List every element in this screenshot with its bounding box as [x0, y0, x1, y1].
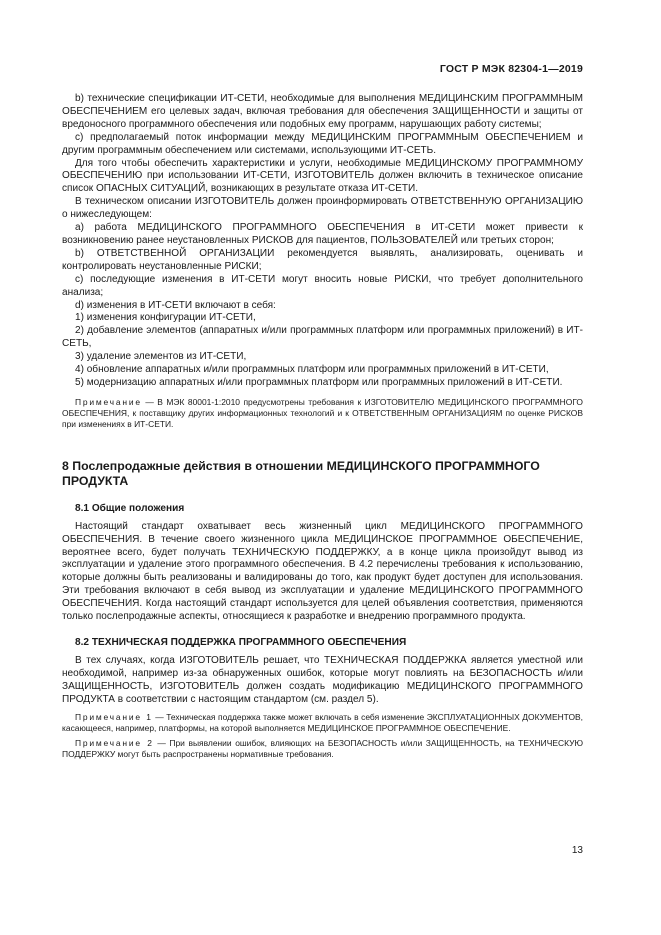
- list-item-c: c) последующие изменения в ИТ-СЕТИ могут вносить новые РИСКИ, что требует дополнительного анализа;: [62, 273, 583, 298]
- note-2-label: Примечание 2: [75, 738, 154, 749]
- note-iec-80001: [62, 397, 583, 430]
- document-id-header: ГОСТ Р МЭК 82304-1—2019: [439, 63, 583, 75]
- note-1-text: — Техническая поддержка также может включать в себя изменение ЭКСПЛУАТАЦИОННЫХ ДОКУМЕНТОВ, касающееся, например, платформы, на которой выполняется МЕДИЦИНСКОЕ ПРОГРАММНОЕ ОБЕСПЕЧЕНИЕ.: [62, 711, 583, 733]
- list-item-a: a) работа МЕДИЦИНСКОГО ПРОГРАММНОГО ОБЕСПЕЧЕНИЯ в ИТ-СЕТИ может привести к возникновению ранее неустановленных РИСКОВ для пациентов, ПОЛЬЗОВАТЕЛЕЙ или третьих сторон;: [62, 222, 583, 246]
- list-subitem-5: 5) модернизацию аппаратных и/или программных платформ или программных приложений в ИТ-СЕТИ.: [75, 376, 563, 388]
- subsection-8-1-title: 8.1 Общие положения: [75, 502, 185, 514]
- subsection-8-2-text: В тех случаях, когда ИЗГОТОВИТЕЛЬ решает, что ТЕХНИЧЕСКАЯ ПОДДЕРЖКА является уместной или необходимой, например из-за обнаруженных ошибок, которые могут повлиять на БЕЗОПАСНОСТЬ и/или ЗАЩИЩЕННОСТЬ, ИЗГОТОВИТЕЛЬ должен создать модификацию МЕДИЦИНСКОГО ПРОГРАММНОГО ПРОДУКТА в соответствии с настоящим стандартом (см. раздел 5).: [62, 655, 583, 705]
- paragraph-b-network-specs: b) технические спецификации ИТ-СЕТИ, необходимые для выполнения МЕДИЦИНСКИМ ПРОГРАММНЫМ ОБЕСПЕЧЕНИЕМ его целевых задач, включая требования для обеспечения ЗАЩИЩЕННОСТИ и защиты от вредоносного программного обеспечения или подобных ему программ, нарушающих работу системы;: [62, 93, 583, 130]
- paragraph-inform-organization: В техническом описании ИЗГОТОВИТЕЛЬ должен проинформировать ОТВЕТСТВЕННУЮ ОРГАНИЗАЦИЮ о нижеследующем:: [62, 196, 583, 221]
- list-subitem-2: 2) добавление элементов (аппаратных и/или программных платформ или программных приложений) в ИТ-СЕТЬ,: [62, 325, 583, 350]
- paragraph-c-information-flow: c) предполагаемый поток информации между МЕДИЦИНСКИМ ПРОГРАММНЫМ ОБЕСПЕЧЕНИЕМ и другим программным обеспечением или системами, использующими ИТ-СЕТЬ.: [62, 131, 583, 156]
- note-2: [62, 738, 583, 760]
- section-8-title: 8 Послепродажные действия в отношении МЕДИЦИНСКОГО ПРОГРАММНОГО ПРОДУКТА: [62, 458, 540, 489]
- page-body: [62, 93, 583, 760]
- subsection-8-1-text: Настоящий стандарт охватывает весь жизненный цикл МЕДИЦИНСКОГО ПРОГРАММНОГО ОБЕСПЕЧЕНИЯ. В течение своего жизненного цикла МЕДИЦИНСКОЕ ПРОГРАММНОЕ ОБЕСПЕЧЕНИЕ, вероятнее всего, будет получать ТЕХНИЧЕСКУЮ ПОДДЕРЖКУ, а в конце цикла произойдут вывод из эксплуатации и удаление этого программного обеспечения. В 4.2 перечислены требования к использованию, которые должны быть реализованы и валидированы до того, как продукт будет доступен для использования. Эти требования включают в себя вывод из эксплуатации и удаление МЕДИЦИНСКОГО ПРОГРАММНОГО ОБЕСПЕЧЕНИЯ. Когда настоящий стандарт используется для целей объявления соответствия, применяются только послепродажные аспекты, относящиеся к разработке и внедрению программного продукта.: [62, 520, 583, 623]
- list-subitem-3: 3) удаление элементов из ИТ-СЕТИ,: [75, 351, 247, 363]
- list-subitem-1: 1) изменения конфигурации ИТ-СЕТИ,: [75, 312, 256, 324]
- note-2-text: — При выявлении ошибок, влияющих на БЕЗОПАСНОСТЬ и/или ЗАЩИЩЕННОСТЬ, на ТЕХНИЧЕСКУЮ ПОДДЕРЖКУ могут быть распространены нормативные требования.: [62, 738, 583, 760]
- page-number: 13: [571, 845, 583, 856]
- note-text: — В МЭК 80001-1:2010 предусмотрены требования к ИЗГОТОВИТЕЛЮ МЕДИЦИНСКОГО ПРОГРАММНОГО ОБЕСПЕЧЕНИЯ, к поставщику других информационных технологий и к ОТВЕТСТВЕННЫМ ОРГАНИЗАЦИЯМ по оценке РИСКОВ при изменениях в ИТ-СЕТИ.: [62, 396, 583, 429]
- subsection-8-2-title: 8.2 ТЕХНИЧЕСКАЯ ПОДДЕРЖКА ПРОГРАММНОГО ОБЕСПЕЧЕНИЯ: [75, 637, 407, 648]
- list-subitem-4: 4) обновление аппаратных и/или программных платформ или программных приложений в ИТ-СЕТИ,: [75, 364, 549, 376]
- paragraph-hazardous-situations: Для того чтобы обеспечить характеристики и услуги, необходимые МЕДИЦИНСКОМУ ПРОГРАММНОМУ ОБЕСПЕЧЕНИЮ при использовании ИТ-СЕТИ, ИЗГОТОВИТЕЛЬ должен включить в техническое описание список ОПАСНЫХ СИТУАЦИЙ, возникающих в результате отказа ИТ-СЕТИ.: [62, 157, 583, 195]
- list-item-d: d) изменения в ИТ-СЕТИ включают в себя:: [75, 299, 276, 311]
- note-label: Примечание: [75, 396, 142, 407]
- note-1: [62, 712, 583, 734]
- note-1-label: Примечание 1: [75, 711, 153, 722]
- list-item-b: b) ОТВЕТСТВЕННОЙ ОРГАНИЗАЦИИ рекомендуется выявлять, анализировать, оценивать и контролировать неустановленные РИСКИ;: [62, 247, 583, 272]
